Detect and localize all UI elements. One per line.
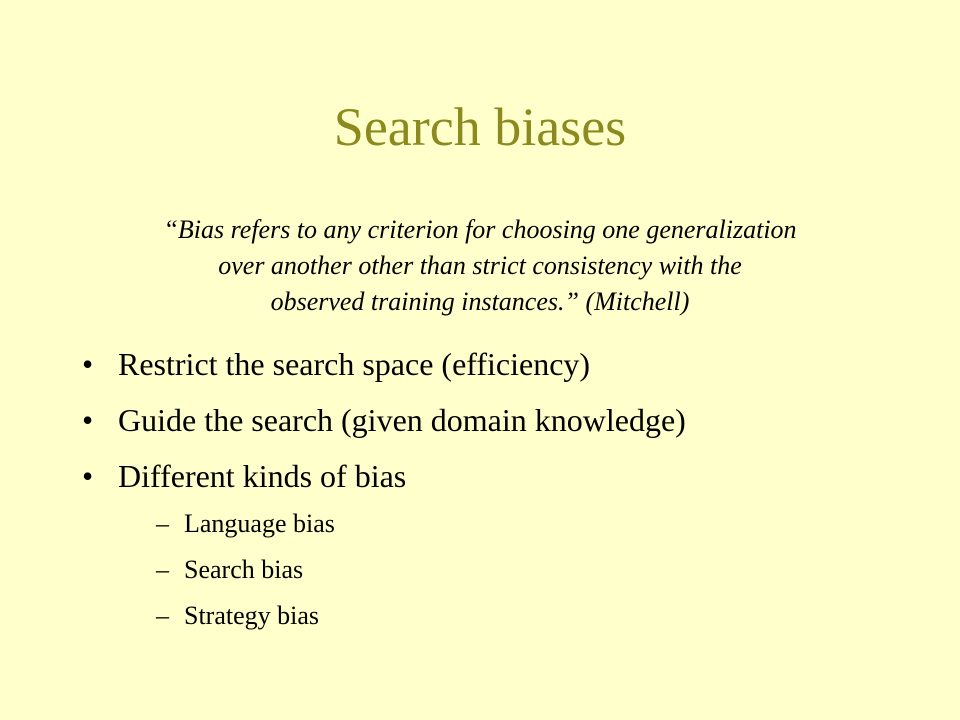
- mitchell-quote: [90, 212, 870, 320]
- bullet-item: [82, 342, 902, 386]
- sub-bullet-text: Search bias: [184, 555, 304, 584]
- sub-bullet-item: [156, 600, 856, 632]
- sub-bullet-text: Strategy bias: [184, 601, 320, 630]
- sub-bullet-text: Language bias: [184, 509, 335, 538]
- slide-title: Search biases: [333, 97, 627, 157]
- sub-bullet-list: [156, 508, 856, 646]
- dash-icon: –: [156, 555, 169, 584]
- bullet-text: Restrict the search space (efficiency): [118, 346, 591, 382]
- sub-bullet-item: [156, 554, 856, 586]
- dash-icon: –: [156, 601, 169, 630]
- bullet-dot-icon: •: [82, 346, 94, 382]
- bullet-item: [82, 454, 902, 498]
- sub-bullet-item: [156, 508, 856, 540]
- bullet-text: Different kinds of bias: [118, 458, 407, 494]
- bullet-list: [82, 342, 902, 510]
- quote-line: over another other than strict consistency with the: [218, 251, 742, 280]
- quote-line: “Bias refers to any criterion for choosing one generalization: [163, 215, 797, 244]
- bullet-text: Guide the search (given domain knowledge): [118, 402, 686, 438]
- dash-icon: –: [156, 509, 169, 538]
- quote-line: observed training instances.” (Mitchell): [270, 287, 690, 316]
- bullet-dot-icon: •: [82, 402, 94, 438]
- bullet-item: [82, 398, 902, 442]
- bullet-dot-icon: •: [82, 458, 94, 494]
